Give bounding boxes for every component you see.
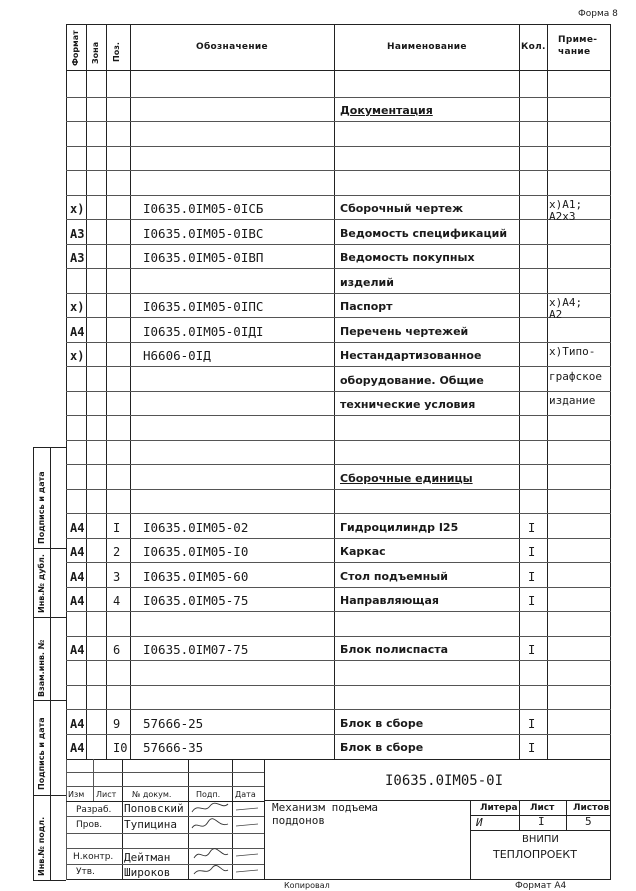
row-name: Блок в сборе [340, 741, 424, 754]
row-name: Блок полиспаста [340, 643, 449, 656]
row-format: А4 [70, 643, 85, 657]
row-format: А4 [70, 717, 85, 731]
row-format: х) [70, 349, 85, 363]
row-name: Ведомость покупных [340, 251, 475, 264]
row-name: Перечень чертежей [340, 325, 469, 338]
header-note-1: Приме- [558, 35, 598, 45]
row-name: Сборочные единицы [340, 472, 473, 485]
row-qty: I [528, 594, 536, 608]
row-line [66, 244, 611, 245]
row-line [66, 611, 611, 612]
tb-name-prov: Тупицина [124, 818, 177, 831]
row-line [66, 709, 611, 710]
row-line [66, 268, 611, 269]
row-qty: I [528, 545, 536, 559]
tb-sheets-value: 5 [585, 815, 592, 828]
row-designation: I0635.0IM07-75 [143, 642, 249, 657]
side-sign-date-1: Подпись и дата [37, 471, 46, 544]
row-line [66, 562, 611, 563]
tb-role-prov: Пров. [76, 820, 103, 830]
row-line [66, 464, 611, 465]
row-line [66, 587, 611, 588]
tb-name-nkontr: Дейтман [124, 851, 171, 864]
side-vzam-inv: Взам.инв. № [37, 639, 46, 697]
header-designation: Обозначение [196, 42, 268, 52]
row-qty: I [528, 717, 536, 731]
row-designation: I0635.0IM05-0IВП [143, 250, 264, 265]
tb-sheet-value: I [538, 815, 545, 828]
row-pos: 2 [113, 545, 121, 559]
tb-name-utv: Широков [124, 866, 171, 879]
row-pos: I0 [113, 741, 128, 755]
row-designation: I0635.0IM05-0IПС [143, 299, 264, 314]
tb-col-date: Дата [235, 790, 256, 799]
header-pos: Поз. [112, 42, 121, 62]
tb-sheets-label: Листов [573, 803, 610, 813]
row-line [66, 734, 611, 735]
tb-role-razrab: Разраб. [76, 805, 112, 815]
tb-col-doc: № докум. [132, 790, 172, 799]
row-line [66, 219, 611, 220]
row-name: изделий [340, 276, 394, 289]
tb-title-1: Механизм подъема [272, 801, 378, 814]
row-format: А4 [70, 594, 85, 608]
row-line [66, 391, 611, 392]
row-format: А3 [70, 227, 85, 241]
row-pos: I [113, 521, 121, 535]
tb-name-razrab: Поповский [124, 802, 184, 815]
row-pos: 6 [113, 643, 121, 657]
row-note: издание [549, 394, 596, 407]
header-format: Формат [71, 30, 80, 66]
row-line [66, 538, 611, 539]
row-name: оборудование. Общие [340, 374, 484, 387]
row-qty: I [528, 570, 536, 584]
form-label: Форма 8 [578, 9, 618, 19]
row-pos: 3 [113, 570, 121, 584]
tb-litera-value: И [476, 816, 483, 829]
tb-doc-number: I0635.0IM05-0I [385, 773, 504, 789]
row-line [66, 636, 611, 637]
row-format: х) [70, 202, 85, 216]
header-name: Наименование [387, 42, 467, 52]
header-note-2: чание [558, 47, 591, 57]
row-name: Направляющая [340, 594, 439, 607]
row-designation: I0635.0IM05-60 [143, 569, 249, 584]
row-note-2: А2х3 [549, 210, 576, 223]
row-note: графское [549, 370, 602, 383]
row-designation: I0635.0IM05-I0 [143, 544, 249, 559]
row-line [66, 366, 611, 367]
row-name: Ведомость спецификаций [340, 227, 508, 240]
side-sign-date-2: Подпись и дата [37, 717, 46, 790]
row-name: Сборочный чертеж [340, 202, 464, 215]
row-pos: 9 [113, 717, 121, 731]
row-name: технические условия [340, 398, 476, 411]
row-line [66, 121, 611, 122]
row-designation: 57666-25 [143, 716, 204, 731]
signatures [188, 800, 264, 880]
row-line [66, 489, 611, 490]
row-qty: I [528, 521, 536, 535]
row-line [66, 513, 611, 514]
copied-label: Копировал [284, 881, 330, 890]
row-line [66, 440, 611, 441]
tb-role-utv: Утв. [76, 867, 95, 877]
row-designation: I0635.0IM05-75 [143, 593, 249, 608]
row-line [66, 97, 611, 98]
header-zone: Зона [91, 41, 100, 64]
row-line [66, 170, 611, 171]
row-note-2: А2 [549, 308, 563, 321]
tb-col-sign: Подп. [196, 790, 221, 799]
row-format: А4 [70, 741, 85, 755]
side-inv-dubl: Инв.№ дубл. [37, 554, 46, 613]
row-note: х)А1; [549, 198, 583, 211]
row-name: Документация [340, 104, 433, 117]
row-line [66, 415, 611, 416]
row-name: Блок в сборе [340, 717, 424, 730]
row-line [66, 146, 611, 147]
tb-org-2: ТЕПЛОПРОЕКТ [493, 848, 577, 861]
tb-sheet-label: Лист [530, 803, 555, 813]
row-name: Стол подъемный [340, 570, 448, 583]
row-name: Нестандартизованное [340, 349, 482, 362]
row-line [66, 342, 611, 343]
row-designation: I0635.0IM05-0IСБ [143, 201, 264, 216]
row-qty: I [528, 643, 536, 657]
header-qty: Кол. [521, 42, 546, 52]
row-line [66, 660, 611, 661]
row-name: Каркас [340, 545, 386, 558]
row-name: Гидроцилиндр I25 [340, 521, 459, 534]
row-name: Паспорт [340, 300, 393, 313]
row-line [66, 293, 611, 294]
row-line [66, 685, 611, 686]
row-format: А4 [70, 521, 85, 535]
tb-org-1: ВНИПИ [522, 834, 559, 845]
tb-col-izm: Изм [68, 790, 85, 799]
row-note: х)Типо- [549, 345, 596, 358]
row-pos: 4 [113, 594, 121, 608]
row-designation: Н6606-0IД [143, 348, 211, 363]
row-note: х)А4; [549, 296, 583, 309]
row-format: х) [70, 300, 85, 314]
tb-title-2: поддонов [272, 814, 325, 827]
row-format: А4 [70, 325, 85, 339]
tb-col-list: Лист [96, 790, 117, 799]
row-designation: I0635.0IM05-0IДI [143, 324, 264, 339]
format-label: Формат А4 [515, 881, 567, 891]
row-line [66, 195, 611, 196]
row-format: А4 [70, 545, 85, 559]
row-designation: 57666-35 [143, 740, 204, 755]
row-designation: I0635.0IM05-02 [143, 520, 249, 535]
row-qty: I [528, 741, 536, 755]
row-line [66, 317, 611, 318]
side-inv-podl: Инв.№ подл. [37, 816, 46, 876]
row-format: А3 [70, 251, 85, 265]
row-format: А4 [70, 570, 85, 584]
row-designation: I0635.0IM05-0IВС [143, 226, 264, 241]
tb-litera-label: Литера [480, 803, 518, 813]
tb-role-nkontr: Н.контр. [73, 852, 114, 862]
